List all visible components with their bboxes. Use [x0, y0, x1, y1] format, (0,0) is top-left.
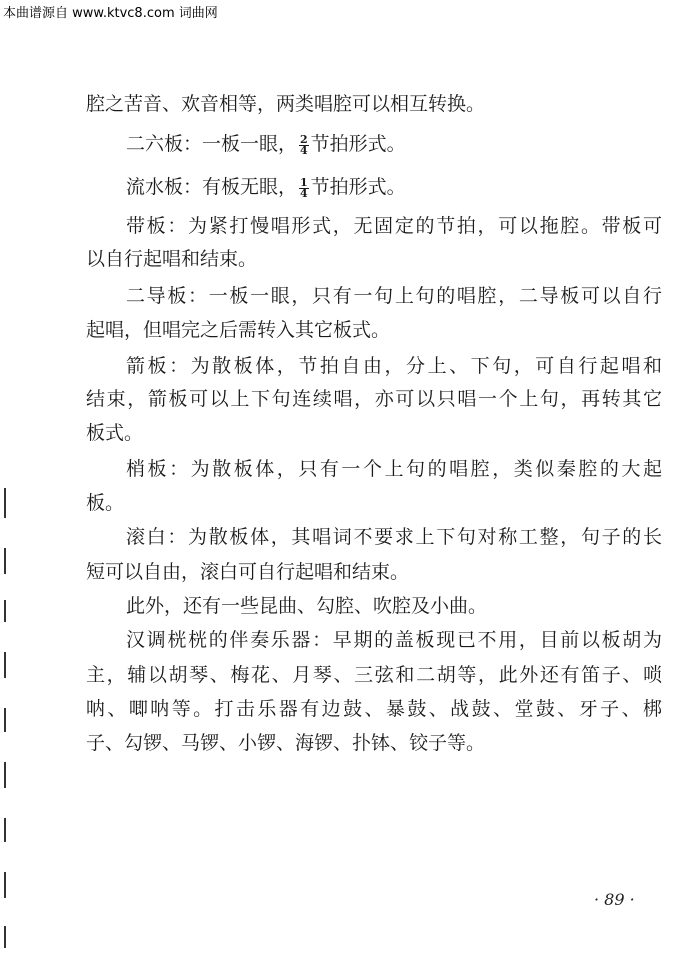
text-line: 以自行起唱和结束。 [86, 248, 258, 270]
text-line: 板。 [86, 492, 125, 514]
watermark: 本曲谱源自 www.ktvc8.com 词曲网 [3, 6, 218, 21]
text-line [86, 132, 662, 156]
text-line: 呐、唧呐等。打击乐器有边鼓、暴鼓、战鼓、堂鼓、牙子、梆 [86, 698, 662, 720]
margin-mark [4, 600, 6, 622]
text-line: 起唱，但唱完之后需转入其它板式。 [86, 319, 391, 341]
text-line: 板式。 [86, 422, 144, 444]
margin-mark [4, 926, 6, 948]
margin-mark [4, 818, 6, 842]
text-line: 箭板：为散板体，节拍自由，分上、下句，可自行起唱和 [126, 355, 662, 377]
text-span: 节拍形式。 [310, 133, 406, 155]
text-line: 滚白：为散板体，其唱词不要求上下句对称工整，句子的长 [126, 526, 662, 548]
text-span: 节拍形式。 [310, 176, 406, 198]
text-line: 短可以自由，滚白可自行起唱和结束。 [86, 561, 410, 583]
text-line: 主，辅以胡琴、梅花、月琴、三弦和二胡等，此外还有笛子、唢 [86, 664, 662, 686]
text-line: 汉调桄桄的伴奏乐器：早期的盖板现已不用，目前以板胡为 [126, 629, 662, 651]
fraction-denominator: 4 [300, 143, 308, 156]
text-line [86, 175, 662, 199]
text-span: 流水板：有板无眼， [126, 176, 298, 198]
fraction-numerator: 2 [300, 132, 308, 146]
fraction-erliu [299, 132, 309, 156]
text-line: 结束，箭板可以上下句连续唱，亦可以只唱一个上句，再转其它 [86, 388, 662, 410]
margin-mark [4, 488, 6, 518]
margin-mark [4, 872, 6, 898]
margin-mark [4, 548, 6, 574]
text-line: 梢板：为散板体，只有一个上句的唱腔，类似秦腔的大起 [126, 458, 662, 480]
text-line: 带板：为紧打慢唱形式，无固定的节拍，可以拖腔。带板可 [126, 215, 662, 237]
fraction-denominator: 4 [300, 186, 308, 199]
text-line: 腔之苦音、欢音相等，两类唱腔可以相互转换。 [86, 93, 486, 115]
fraction-liushui [299, 175, 309, 199]
margin-mark [4, 652, 6, 678]
text-line: 此外，还有一些昆曲、勾腔、吹腔及小曲。 [126, 595, 488, 617]
page-number: · 89 · [594, 890, 635, 909]
margin-mark [4, 762, 6, 788]
text-line: 二导板：一板一眼，只有一句上句的唱腔，二导板可以自行 [126, 285, 662, 307]
text-line: 子、勾锣、马锣、小锣、海锣、扑钵、铰子等。 [86, 732, 486, 754]
text-span: 二六板：一板一眼， [126, 133, 298, 155]
margin-mark [4, 708, 6, 732]
fraction-numerator: 1 [300, 175, 308, 189]
